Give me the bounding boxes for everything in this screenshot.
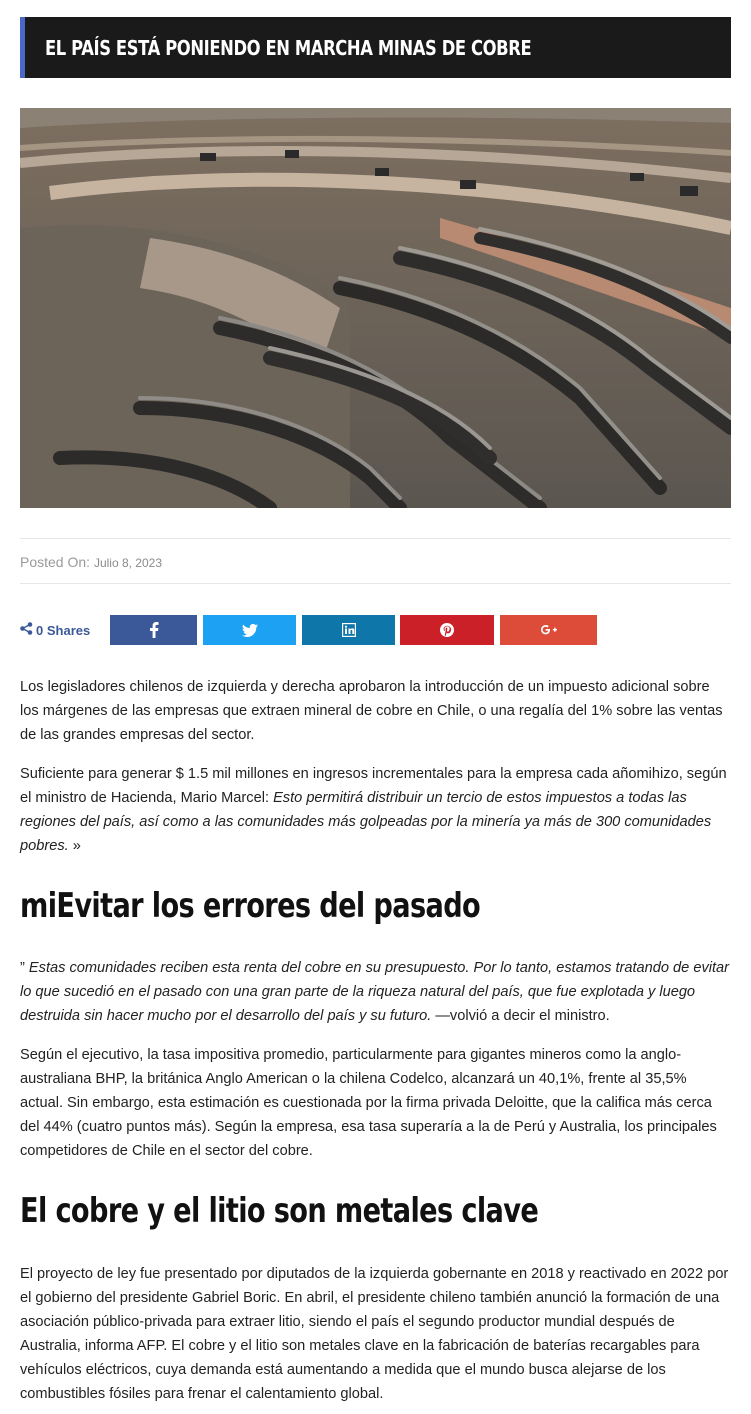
facebook-share-button[interactable] xyxy=(110,615,197,645)
pinterest-share-button[interactable] xyxy=(400,615,494,645)
paragraph-3 xyxy=(20,956,731,1028)
paragraph-2-quote: Esto permitirá distribuir un tercio de estos impuestos a todas las regiones del país, así como a las comunidades más golpeadas por la minería ya más de 300 comunidades pobres. xyxy=(20,790,712,854)
paragraph-5-text: El proyecto de ley fue presentado por diputados de la izquierda gobernante en 2018 y reactivado en 2022 por el gobierno del presidente Gabriel Boric. En abril, el presidente chileno también anunció la formación de una asociación público-privada para extraer litio, siendo el país el segundo productor mundial después de Australia, informa AFP. El cobre y el litio son metales clave en la fabricación de baterías recargables para vehículos eléctricos, cuya demanda está aumentando a medida que el mundo busca alejarse de los combustibles fósiles para frenar el calentamiento global. xyxy=(20,1266,729,1402)
posted-date: Julio 8, 2023 xyxy=(93,556,162,570)
paragraph-1 xyxy=(20,675,731,747)
share-counter xyxy=(20,622,90,638)
section-heading-1: miEvitar los errores del pasado xyxy=(20,886,481,926)
paragraph-1-text: Los legisladores chilenos de izquierda y derecha aprobaron la introducción de un impuesto adicional sobre los márgenes de las empresas que extraen mineral de cobre en Chile, o una regalía del 1% sobre las ventas de las grandes empresas del sector. xyxy=(20,679,723,743)
share-bar xyxy=(20,615,731,645)
open-pit-mine-illustration xyxy=(20,108,731,508)
title-bar xyxy=(20,17,731,78)
paragraph-2 xyxy=(20,762,731,858)
google-plus-icon xyxy=(540,624,558,636)
page-title: EL PAÍS ESTÁ PONIENDO EN MARCHA MINAS DE COBRE xyxy=(45,36,532,60)
linkedin-icon xyxy=(342,623,356,637)
paragraph-2-end: » xyxy=(68,838,81,854)
share-icon xyxy=(20,622,33,638)
posted-on-label: Posted On: xyxy=(20,554,91,570)
paragraph-4-text: Según el ejecutivo, la tasa impositiva promedio, particularmente para gigantes mineros como la anglo-australiana BHP, la británica Anglo American o la chilena Codelco, alcanzará un 40,1%, frente al 35,5% actual. Sin embargo, esta estimación es cuestionada por la firma privada Deloitte, que la califica más cerca del 44% (cuatro puntos más). Según la empresa, esa tasa superaría a la de Perú y Australia, los principales competidores de Chile en el sector del cobre. xyxy=(20,1047,717,1159)
linkedin-share-button[interactable] xyxy=(302,615,395,645)
featured-image xyxy=(20,108,731,508)
post-meta xyxy=(20,538,731,584)
facebook-icon xyxy=(149,622,159,638)
section-heading-2: El cobre y el litio son metales clave xyxy=(20,1191,539,1231)
pinterest-icon xyxy=(440,623,454,637)
share-count-label: Shares xyxy=(46,623,91,638)
google-plus-share-button[interactable] xyxy=(500,615,597,645)
share-count: 0 xyxy=(36,623,44,638)
paragraph-3-end: —volvió a decir el ministro. xyxy=(431,1008,610,1024)
paragraph-3-quote: Estas comunidades reciben esta renta del cobre en su presupuesto. Por lo tanto, estamos tratando de evitar lo que sucedió en el pasado con una gran parte de la riqueza natural del país, que fue explotada y luego destruida sin hacer mucho por el desarrollo del país y su futuro. xyxy=(20,960,730,1024)
paragraph-5 xyxy=(20,1262,731,1406)
twitter-share-button[interactable] xyxy=(203,615,296,645)
paragraph-3-open-quote: ” xyxy=(20,960,29,976)
paragraph-4 xyxy=(20,1043,731,1163)
paragraph-2-text: Suficiente para generar $ 1.5 mil millones en ingresos incrementales para la empresa cada añomihizo, según el ministro de Hacienda, Mario Marcel: xyxy=(20,766,727,806)
twitter-icon xyxy=(242,624,258,637)
